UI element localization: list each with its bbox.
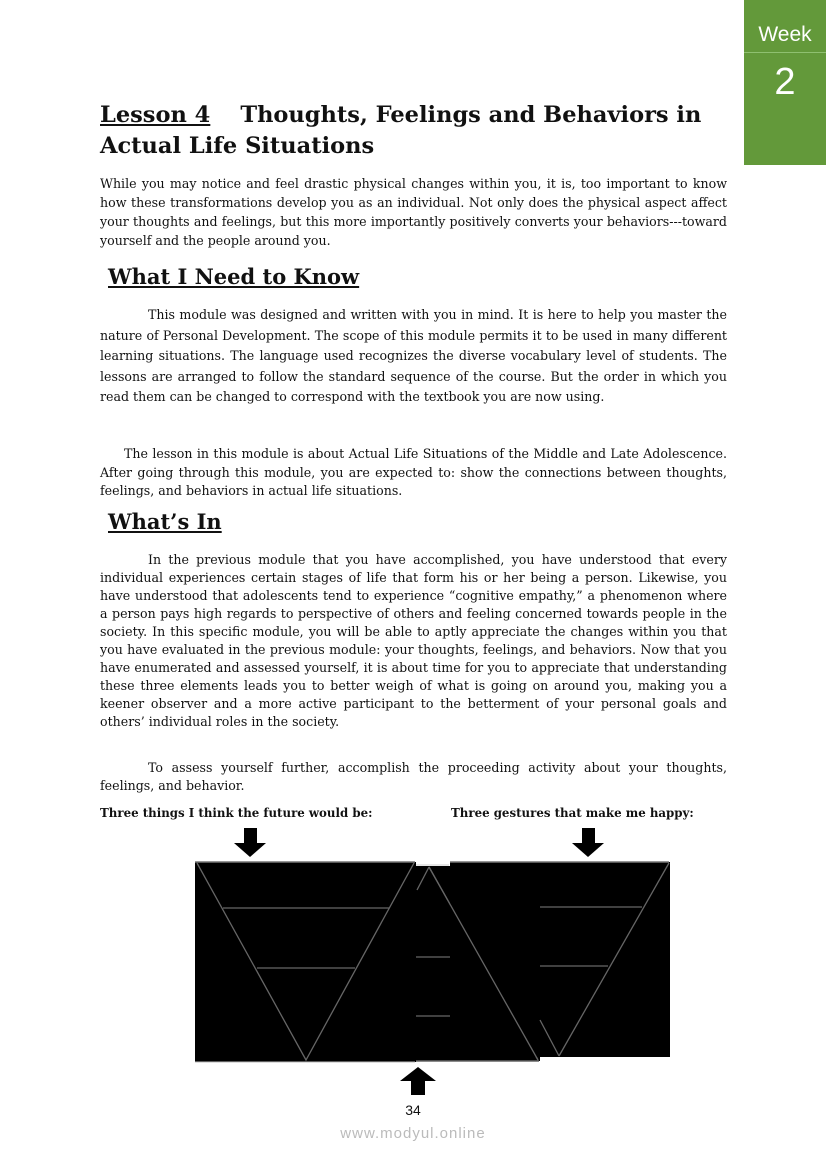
whats-in-paragraph-1: In the previous module that you have accomplished, you have understood that every individual experiences certain stages of life that form his or her being a person. Likewise, you have understood that adolescents tend to experience “cognitive empathy,” a phenomenon where a person pays high regards to perspective of others and feeling concerned towards people in the society. In this specific module, you will be able to aptly appreciate the changes within you that you have evaluated in the previous module: your thoughts, feelings, and behaviors. Now that you have enumerated and assessed yourself, it is about time for you to appreciate that understanding these three elements leads you to better weigh of what is going on around you, making you a keener observer and a more active participant to the betterment of your personal goals and others’ individual roles in the society. [100, 552, 727, 729]
need-to-know-paragraph-2: The lesson in this module is about Actual Life Situations of the Middle and Late Adolescence. After going through this module, you are expected to: show the connections between thoughts, feelings, and behaviors in actual life situations. [100, 446, 727, 498]
up-arrow-icon [400, 1067, 436, 1095]
down-arrow-icon [234, 828, 266, 857]
feelings-inverted-triangle [450, 862, 670, 1057]
week-label: Week [744, 0, 826, 53]
lesson-title-text: Thoughts, Feelings and Behaviors in Actual Life Situations [100, 102, 702, 159]
lesson-number: Lesson 4 [100, 102, 211, 128]
gestures-label: Three gestures that make me happy: [451, 806, 694, 820]
week-number: 2 [774, 61, 796, 103]
need-to-know-heading: What I Need to Know [108, 264, 360, 289]
need-to-know-paragraph-1: This module was designed and written with you in mind. It is here to help you master the nature of Personal Development. The scope of this module permits it to be used in many different learning situations. The language used recognizes the diverse vocabulary level of students. The lessons are arranged to follow the standard sequence of the course. But the order in which you read them can be changed to correspond with the textbook you are now using. [100, 307, 727, 405]
future-label: Three things I think the future would be: [100, 806, 373, 820]
down-arrow-icon [572, 828, 604, 857]
page-number: 34 [405, 1102, 421, 1118]
thoughts-inverted-triangle [195, 862, 416, 1062]
intro-paragraph: While you may notice and feel drastic physical changes within you, it is, too important to know how these transformations develop you as an individual. Not only does the physical aspect affect your thoughts and feelings, but this more importantly positively converts your behaviors---toward yourself and the people around you. [100, 176, 727, 248]
watermark: www.modyul.online [340, 1125, 486, 1142]
whats-in-paragraph-2: To assess yourself further, accomplish the proceeding activity about your thoughts, feelings, and behavior. [100, 760, 727, 793]
whats-in-heading: What’s In [108, 509, 222, 534]
